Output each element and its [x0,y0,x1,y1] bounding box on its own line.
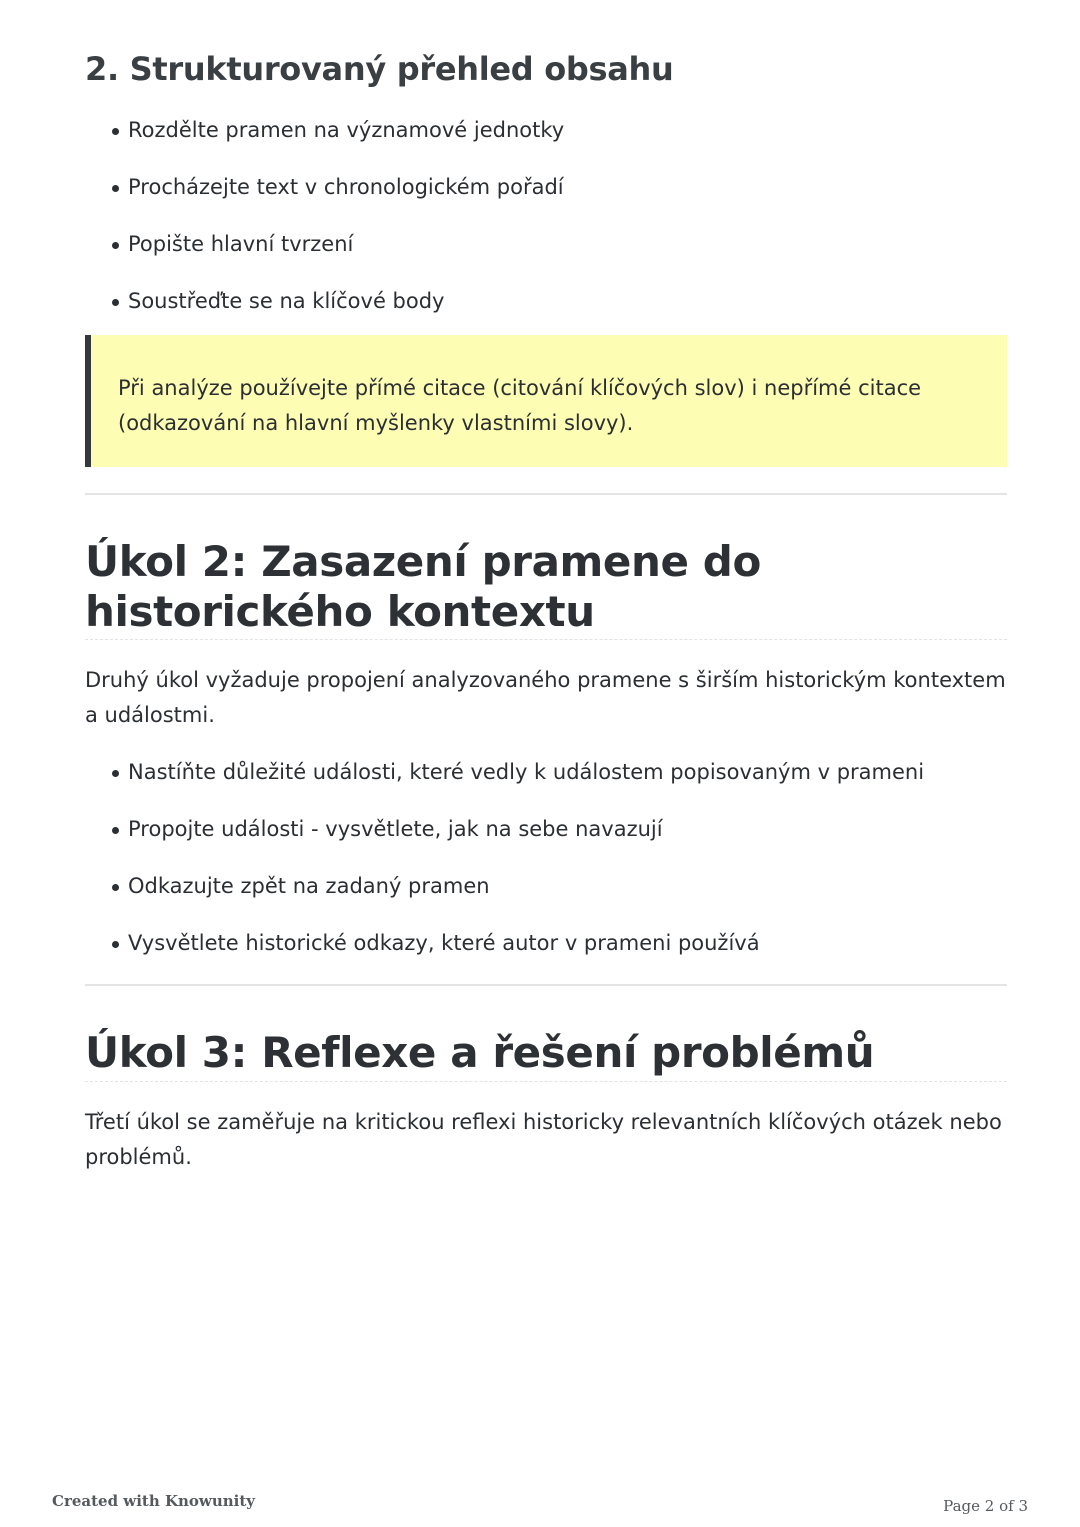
bullet-icon [112,185,119,192]
task2-heading: Úkol 2: Zasazení pramene do historického kontextu [85,537,761,636]
list-item: Soustřeďte se na klíčové body [85,286,1007,316]
bullet-icon [112,827,119,834]
heading-underline [85,1081,1007,1082]
list-item: Vysvětlete historické odkazy, které autor v prameni používá [85,928,1007,958]
list-item: Procházejte text v chronologickém pořadí [85,172,1007,202]
bullet-icon [112,884,119,891]
bullet-icon [112,299,119,306]
section-heading-structured-overview: 2. Strukturovaný přehled obsahu [85,50,674,88]
list-item: Nastíňte důležité události, které vedly k událostem popisovaným v prameni [85,757,1007,787]
page-number: Page 2 of 3 [943,1497,1028,1515]
section-divider [85,984,1007,986]
task2-intro: Druhý úkol vyžaduje propojení analyzovaného pramene s širším historickým kontextem a událostmi. [85,668,1006,727]
bullet-icon [112,941,119,948]
structured-overview-list [85,115,1007,343]
heading-underline [85,639,1007,640]
section-divider [85,493,1007,495]
list-item: Rozdělte pramen na významové jednotky [85,115,1007,145]
list-item: Popište hlavní tvrzení [85,229,1007,259]
task3-heading: Úkol 3: Reflexe a řešení problémů [85,1028,875,1077]
task2-list [85,757,1007,985]
citation-tip-callout: Při analýze používejte přímé citace (citování klíčových slov) i nepřímé citace (odkazování na hlavní myšlenky vlastními slovy). [85,335,1007,467]
bullet-icon [112,770,119,777]
list-item: Propojte události - vysvětlete, jak na sebe navazují [85,814,1007,844]
task3-intro: Třetí úkol se zaměřuje na kritickou reflexi historicky relevantních klíčových otázek nebo problémů. [85,1110,1002,1169]
bullet-icon [112,242,119,249]
footer-credit: Created with Knowunity [52,1492,255,1510]
bullet-icon [112,128,119,135]
list-item: Odkazujte zpět na zadaný pramen [85,871,1007,901]
